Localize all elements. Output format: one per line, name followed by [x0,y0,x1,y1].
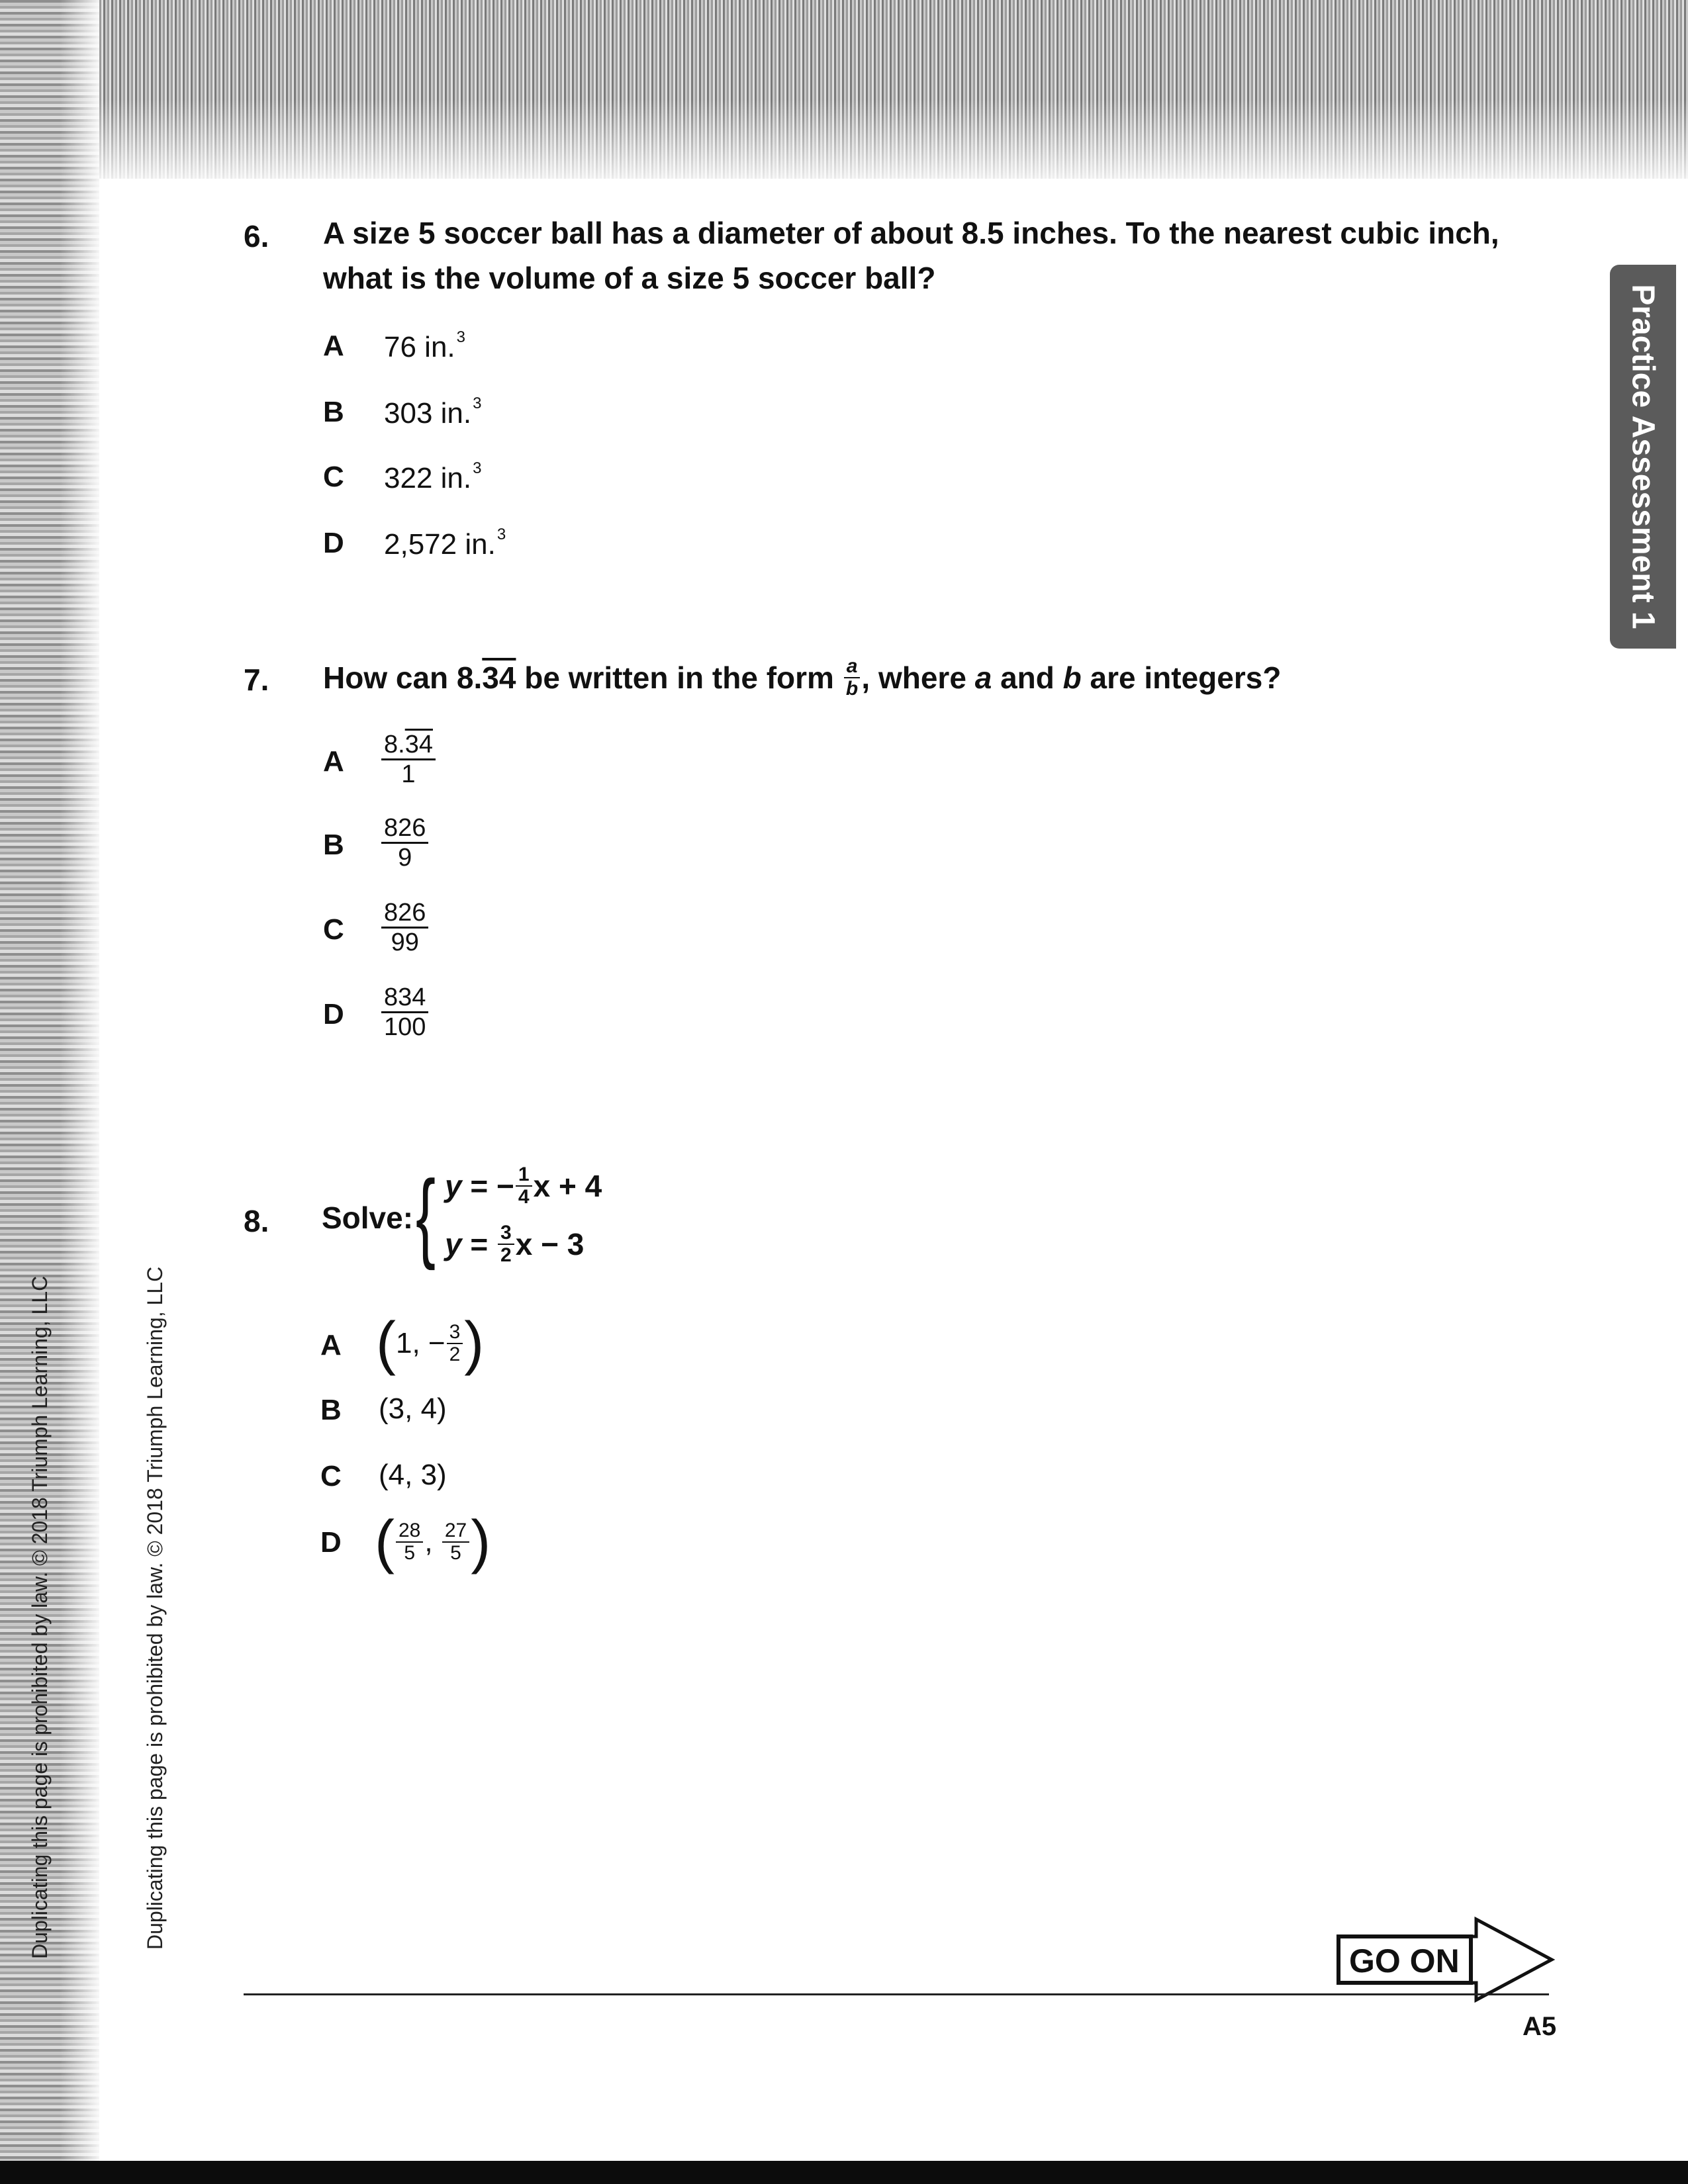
q6-option-d-letter: D [323,527,344,559]
q6-option-c-letter: C [323,461,344,493]
question-6-text [323,210,1581,300]
section-tab-label: Practice Assessment 1 [1625,284,1661,629]
form-fraction: $\frac{a}{b}$ [844,656,861,700]
q6-option-a[interactable]: 76 in.$^3$ [384,328,465,363]
q6-option-b[interactable]: 303 in.$^3$ [384,394,482,430]
q8-option-b[interactable]: (3, 4) [379,1392,447,1425]
q8-option-c-letter: C [320,1460,342,1492]
q7-option-d[interactable]: $\frac{834}{100}$ [380,983,430,1041]
q7-option-a[interactable]: $\frac{8.34}{1}$ [380,731,437,788]
question-6-number: 6. [244,219,269,253]
q7-option-c-letter: C [323,913,344,946]
question-8-number: 8. [244,1204,269,1238]
q8-option-c[interactable]: (4, 3) [379,1459,447,1491]
q6-option-d[interactable]: 2,572 in.$^3$ [384,525,506,561]
equation-system [416,1160,602,1271]
q6-option-a-letter: A [323,330,344,362]
copyright-notice: Duplicating this page is prohibited by law. © 2018 Triumph Learning, LLC [143,1266,167,1950]
question-8-label: Solve: [322,1201,414,1235]
q8-option-d-letter: D [320,1526,342,1559]
scan-edge-bottom [0,2161,1688,2184]
q7-option-b[interactable]: $\frac{826}{9}$ [380,814,430,872]
equation-1: y = − $\frac{1}{4}$ x + 4 [445,1163,602,1208]
q8-option-d[interactable]: ( $\frac{28}{5}$ , $\frac{27}{5}$ ) [375,1509,491,1575]
q7-option-b-letter: B [323,829,344,861]
footer-rule [244,1993,1549,1995]
system-brace: { [416,1160,436,1271]
q7-option-d-letter: D [323,998,344,1030]
arrow-icon [1336,1917,1556,2003]
copyright-notice-outer: Duplicating this page is prohibited by law. © 2018 Triumph Learning, LLC [28,1275,52,1959]
page-number: A5 [1523,2012,1557,2041]
q7-option-a-letter: A [323,745,344,778]
q8-option-a[interactable]: ( 1, − $\frac{3}{2}$ ) [376,1310,485,1377]
q7-option-c[interactable]: $\frac{826}{99}$ [380,899,430,956]
q6-option-c[interactable]: 322 in.$^3$ [384,459,482,494]
section-tab [1610,265,1676,649]
q8-option-b-letter: B [320,1394,342,1426]
go-on-arrow [1336,1917,1556,2006]
scan-shadow-top [0,0,1688,179]
question-6-line1: A size 5 soccer ball has a diameter of about 8.5 inches. To the nearest cubic inch, [323,216,1499,250]
question-6-line2: what is the volume of a size 5 soccer ball? [323,261,936,295]
question-7-number: 7. [244,662,269,697]
q6-option-b-letter: B [323,396,344,428]
question-7-text: How can 8. 34 be written in the form $\frac{a}{b}$ , where a and b are integers? [323,655,1282,700]
go-on-label: GO ON [1349,1942,1460,1979]
equation-2: y = $\frac{3}{2}$ x − 3 [445,1222,585,1266]
q8-option-a-letter: A [320,1329,342,1361]
